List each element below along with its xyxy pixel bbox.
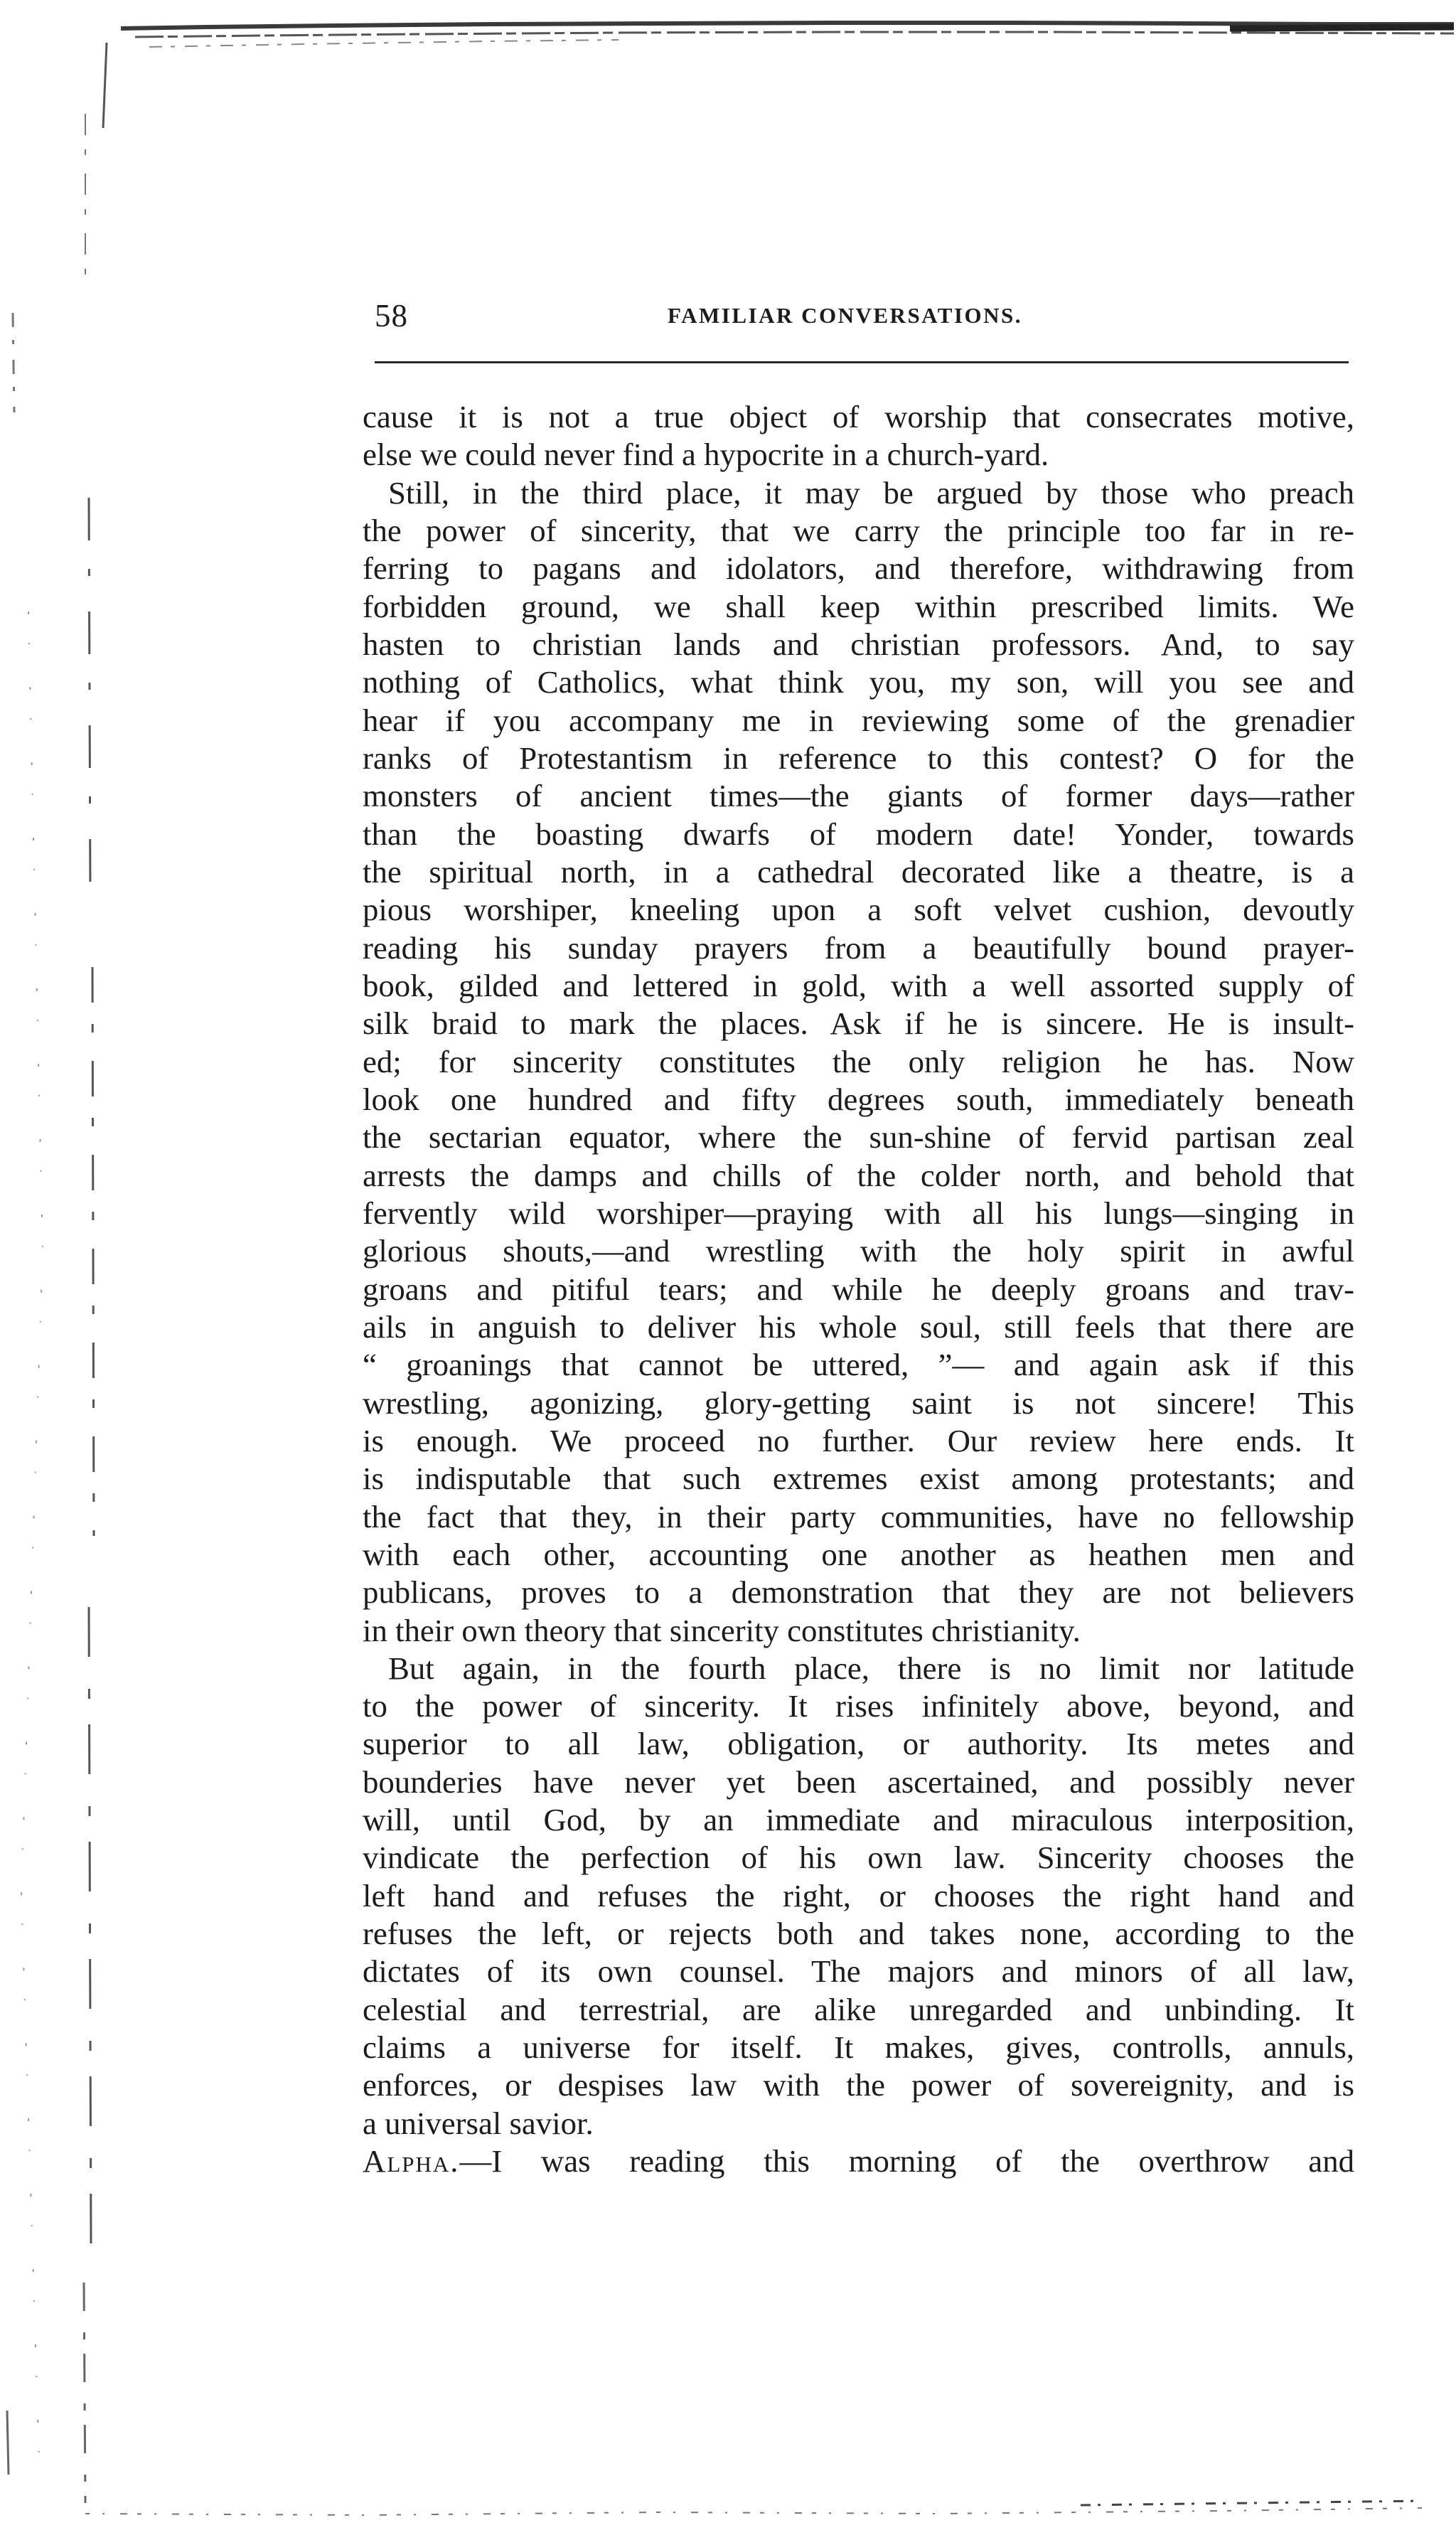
text-line: ails in anguish to deliver his whole soul, still feels that there are: [363, 1308, 1354, 1345]
text-line: dictates of its own counsel. The majors and minors of all law,: [363, 1953, 1354, 1990]
text-line: Still, in the third place, it may be argued by those who preach: [388, 474, 1354, 511]
text-line: refuses the left, or rejects both and takes none, according to the: [363, 1916, 1354, 1952]
text-line: hear if you accompany me in reviewing some of the grenadier: [363, 702, 1354, 738]
closing-line: [363, 2142, 1354, 2180]
closing-line-text: —I was reading this morning of the overthrow and: [459, 2143, 1354, 2179]
text-line: superior to all law, obligation, or authority. Its metes and: [363, 1726, 1354, 1762]
scan-top-edge-noise: [121, 13, 1454, 54]
text-line: ferring to pagans and idolators, and therefore, withdrawing from: [363, 550, 1354, 587]
text-line: a universal savior.: [363, 2105, 594, 2141]
text-line: “ groanings that cannot be uttered, ”— and again ask if this: [363, 1347, 1354, 1383]
text-line: pious worshiper, kneeling upon a soft velvet cushion, devoutly: [363, 892, 1354, 928]
text-line: glorious shouts,—and wrestling with the holy spirit in awful: [363, 1233, 1354, 1269]
text-line: the spiritual north, in a cathedral decorated like a theatre, is a: [363, 853, 1354, 890]
text-line: publicans, proves to a demonstration that they are not believers: [363, 1574, 1354, 1611]
text-line: than the boasting dwarfs of modern date! Yonder, towards: [363, 816, 1354, 852]
text-line: claims a universe for itself. It makes, gives, controlls, annuls,: [363, 2029, 1354, 2066]
text-line: wrestling, agonizing, glory-getting saint is not sincere! This: [363, 1384, 1354, 1421]
text-line: to the power of sincerity. It rises infinitely above, beyond, and: [363, 1688, 1354, 1724]
text-line: cause it is not a true object of worship that consecrates motive,: [363, 399, 1354, 434]
page-number: 58: [375, 298, 408, 333]
running-title: FAMILIAR CONVERSATIONS.: [668, 303, 1023, 328]
text-line: the power of sincerity, that we carry the principle too far in re-: [363, 512, 1354, 548]
text-line: is enough. We proceed no further. Our review here ends. It: [363, 1422, 1354, 1458]
text-line: forbidden ground, we shall keep within prescribed limits. We: [363, 588, 1354, 624]
text-line: with each other, accounting one another as heathen men and: [363, 1536, 1354, 1572]
text-line: is indisputable that such extremes exist among protestants; and: [363, 1461, 1354, 1497]
text-line: vindicate the perfection of his own law. Sincerity chooses the: [363, 1840, 1354, 1876]
text-line: reading his sunday prayers from a beautifully bound prayer-: [363, 929, 1354, 966]
text-line: the fact that they, in their party communities, have no fellowship: [363, 1498, 1354, 1535]
text-line: fervently wild worshiper—praying with all his lungs—singing in: [363, 1195, 1354, 1231]
speaker-label: Alpha.: [363, 2143, 460, 2179]
text-line: enforces, or despises law with the power of sovereignity, and is: [363, 2067, 1354, 2103]
scan-bottom-edge-noise: [85, 2492, 1422, 2528]
text-line: arrests the damps and chills of the colder north, and behold that: [363, 1157, 1354, 1193]
header-rule: [375, 361, 1349, 363]
text-line: ed; for sincerity constitutes the only religion he has. Now: [363, 1043, 1354, 1079]
text-line: nothing of Catholics, what think you, my son, will you see and: [363, 664, 1354, 700]
text-line: hasten to christian lands and christian professors. And, to say: [363, 626, 1354, 662]
text-line: will, until God, by an immediate and miraculous interposition,: [363, 1802, 1354, 1838]
text-line: silk braid to mark the places. Ask if he is sincere. He is insult-: [363, 1005, 1354, 1042]
text-line: left hand and refuses the right, or chooses the right hand and: [363, 1877, 1354, 1914]
scan-left-edge-noise: [0, 43, 114, 2517]
text-line: celestial and terrestrial, are alike unregarded and unbinding. It: [363, 1991, 1354, 2027]
running-head: [375, 297, 1349, 333]
text-line: groans and pitiful tears; and while he deeply groans and trav-: [363, 1271, 1354, 1307]
text-line: else we could never find a hypocrite in a church-yard.: [363, 437, 1049, 473]
body-text: [363, 398, 1354, 2180]
text-line: monsters of ancient times—the giants of former days—rather: [363, 778, 1354, 814]
text-line: look one hundred and fifty degrees south, immediately beneath: [363, 1081, 1354, 1117]
text-line: But again, in the fourth place, there is no limit nor latitude: [388, 1650, 1354, 1686]
text-line: ranks of Protestantism in reference to this contest? O for the: [363, 740, 1354, 776]
text-line: the sectarian equator, where the sun-shine of fervid partisan zeal: [363, 1119, 1354, 1156]
text-line: in their own theory that sincerity constitutes christianity.: [363, 1612, 1081, 1648]
text-line: book, gilded and lettered in gold, with a well assorted supply of: [363, 967, 1354, 1003]
text-line: bounderies have never yet been ascertained, and possibly never: [363, 1763, 1354, 1800]
